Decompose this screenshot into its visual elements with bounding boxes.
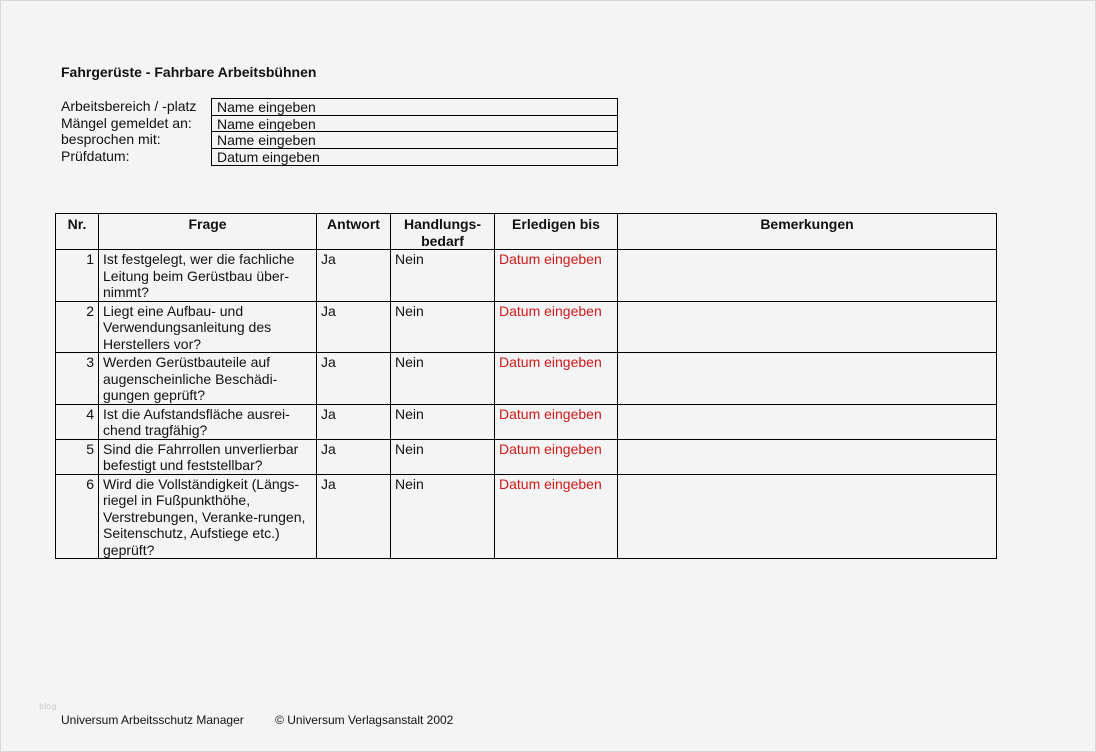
table-row [56, 439, 997, 474]
row-number: 2 [56, 301, 99, 353]
question-text: Ist die Aufstandsfläche ausrei-chend tragfähig? [99, 404, 317, 439]
answer-cell[interactable]: Ja [317, 301, 391, 353]
info-label-maengel: Mängel gemeldet an: [61, 114, 192, 131]
row-number: 1 [56, 250, 99, 302]
action-needed-cell[interactable]: Nein [391, 474, 495, 559]
remarks-cell[interactable] [618, 439, 997, 474]
besprochen-field[interactable]: Name eingeben [212, 132, 617, 149]
info-labels [61, 98, 196, 164]
table-row [56, 250, 997, 302]
document-title: Fahrgerüste - Fahrbare Arbeitsbühnen [61, 64, 317, 80]
action-needed-cell[interactable]: Nein [391, 301, 495, 353]
row-number: 3 [56, 353, 99, 405]
footer-product: Universum Arbeitsschutz Manager [61, 713, 244, 727]
footer [61, 713, 453, 727]
maengel-field[interactable]: Name eingeben [212, 116, 617, 133]
header-nr: Nr. [56, 214, 99, 250]
remarks-cell[interactable] [618, 250, 997, 302]
table-row [56, 474, 997, 559]
checklist-table [55, 213, 997, 559]
header-frage: Frage [99, 214, 317, 250]
answer-cell[interactable]: Ja [317, 474, 391, 559]
table-row [56, 404, 997, 439]
header-handlungsbedarf: Handlungs- bedarf [391, 214, 495, 250]
question-text: Liegt eine Aufbau- und Verwendungsanleitung des Herstellers vor? [99, 301, 317, 353]
question-text: Ist festgelegt, wer die fachliche Leitung beim Gerüstbau über-nimmt? [99, 250, 317, 302]
due-date-cell[interactable]: Datum eingeben [495, 353, 618, 405]
remarks-cell[interactable] [618, 301, 997, 353]
question-text: Werden Gerüstbauteile auf augenscheinliche Beschädi-gungen geprüft? [99, 353, 317, 405]
remarks-cell[interactable] [618, 353, 997, 405]
due-date-cell[interactable]: Datum eingeben [495, 439, 618, 474]
table-row [56, 353, 997, 405]
answer-cell[interactable]: Ja [317, 353, 391, 405]
due-date-cell[interactable]: Datum eingeben [495, 250, 618, 302]
due-date-cell[interactable]: Datum eingeben [495, 301, 618, 353]
question-text: Wird die Vollständigkeit (Längs-riegel in Fußpunkthöhe, Verstrebungen, Veranke-rungen, Seitenschutz, Aufstiege etc.) geprüft? [99, 474, 317, 559]
action-needed-cell[interactable]: Nein [391, 353, 495, 405]
info-label-besprochen: besprochen mit: [61, 131, 161, 147]
info-label-pruefdatum: Prüfdatum: [61, 147, 130, 164]
row-number: 4 [56, 404, 99, 439]
action-needed-cell[interactable]: Nein [391, 439, 495, 474]
info-label-arbeitsbereich: Arbeitsbereich / -platz [61, 98, 197, 114]
answer-cell[interactable]: Ja [317, 439, 391, 474]
question-text: Sind die Fahrrollen unverlierbar befestigt und feststellbar? [99, 439, 317, 474]
footer-copyright: © Universum Verlagsanstalt 2002 [275, 713, 454, 727]
due-date-cell[interactable]: Datum eingeben [495, 474, 618, 559]
table-row [56, 301, 997, 353]
remarks-cell[interactable] [618, 474, 997, 559]
row-number: 5 [56, 439, 99, 474]
info-fields [211, 98, 618, 166]
row-number: 6 [56, 474, 99, 559]
header-bemerkungen: Bemerkungen [618, 214, 997, 250]
answer-cell[interactable]: Ja [317, 250, 391, 302]
due-date-cell[interactable]: Datum eingeben [495, 404, 618, 439]
answer-cell[interactable]: Ja [317, 404, 391, 439]
header-erledigen-bis: Erledigen bis [495, 214, 618, 250]
arbeitsbereich-field[interactable]: Name eingeben [212, 99, 617, 116]
watermark-text: blog [39, 702, 57, 711]
remarks-cell[interactable] [618, 404, 997, 439]
action-needed-cell[interactable]: Nein [391, 404, 495, 439]
table-header-row [56, 214, 997, 250]
pruefdatum-field[interactable]: Datum eingeben [217, 148, 320, 165]
header-antwort: Antwort [317, 214, 391, 250]
action-needed-cell[interactable]: Nein [391, 250, 495, 302]
